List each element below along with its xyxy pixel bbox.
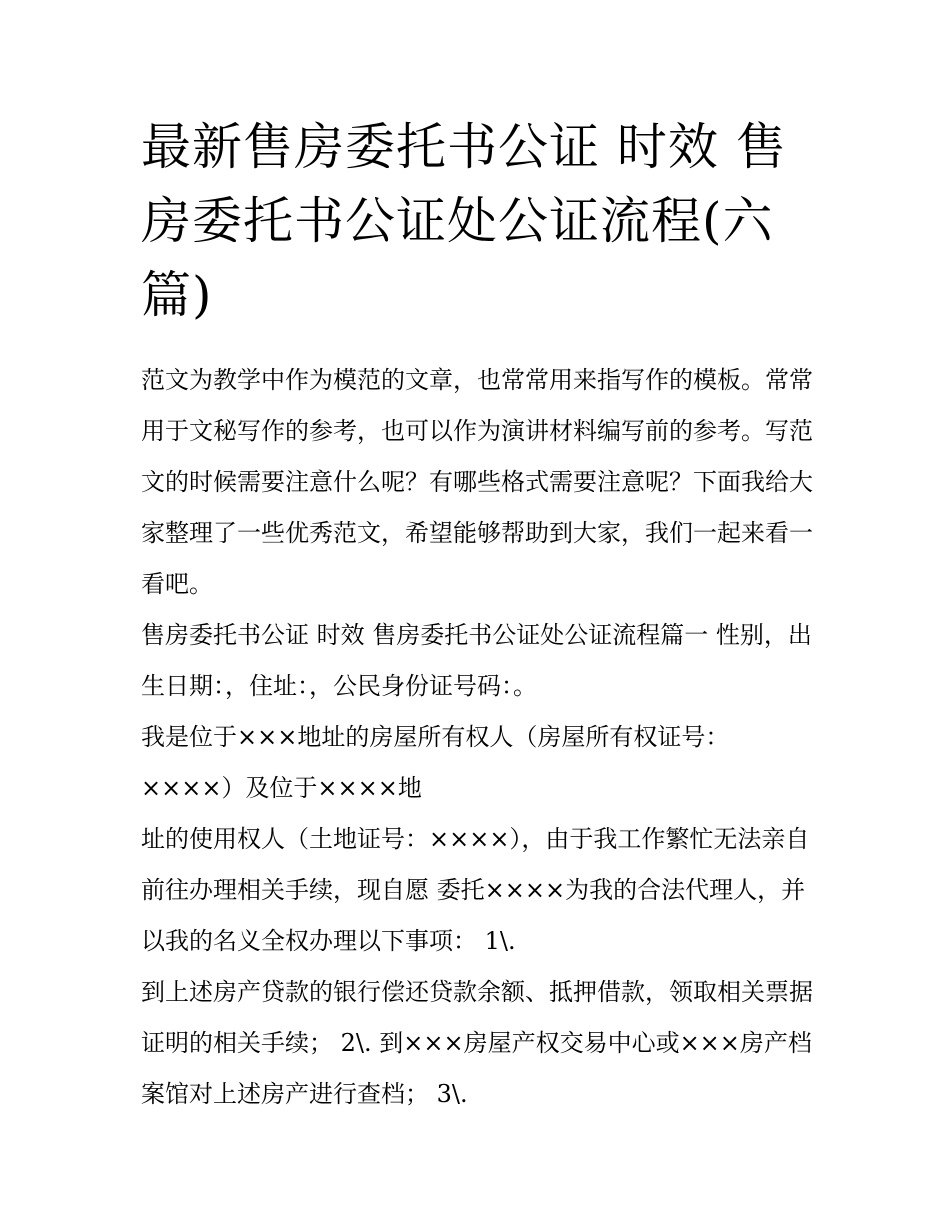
- paragraph-owner-statement: 我是位于×××地址的房屋所有权人（房屋所有权证号：××××）及位于××××地: [141, 723, 730, 802]
- paragraph-section-one: 售房委托书公证 时效 售房委托书公证处公证流程篇一 性别，出生日期：，住址：，公民身份证号码：。: [141, 621, 812, 700]
- document-title: 最新售房委托书公证 时效 售房委托书公证处公证流程(六篇): [141, 118, 787, 324]
- paragraph-intro: 范文为教学中作为模范的文章，也常常用来指写作的模板。常常用于文秘写作的参考，也可以作为演讲材料编写前的参考。写范文的时候需要注意什么呢？有哪些格式需要注意呢？下面我给大家整理了一些优秀范文，希望能够帮助到大家，我们一起来看一看吧。: [141, 366, 813, 598]
- document-body: [141, 355, 816, 1120]
- paragraph-entrustment: 址的使用权人（土地证号：××××），由于我工作繁忙无法亲自前往办理相关手续，现自愿 委托××××为我的合法代理人，并以我的名义全权办理以下事项： 1\.: [141, 825, 810, 955]
- paragraph-matters: 到上述房产贷款的银行偿还贷款余额、抵押借款，领取相关票据证明的相关手续； 2\. 到×××房屋产权交易中心或×××房产档案馆对上述房产进行查档； 3\.: [141, 978, 813, 1108]
